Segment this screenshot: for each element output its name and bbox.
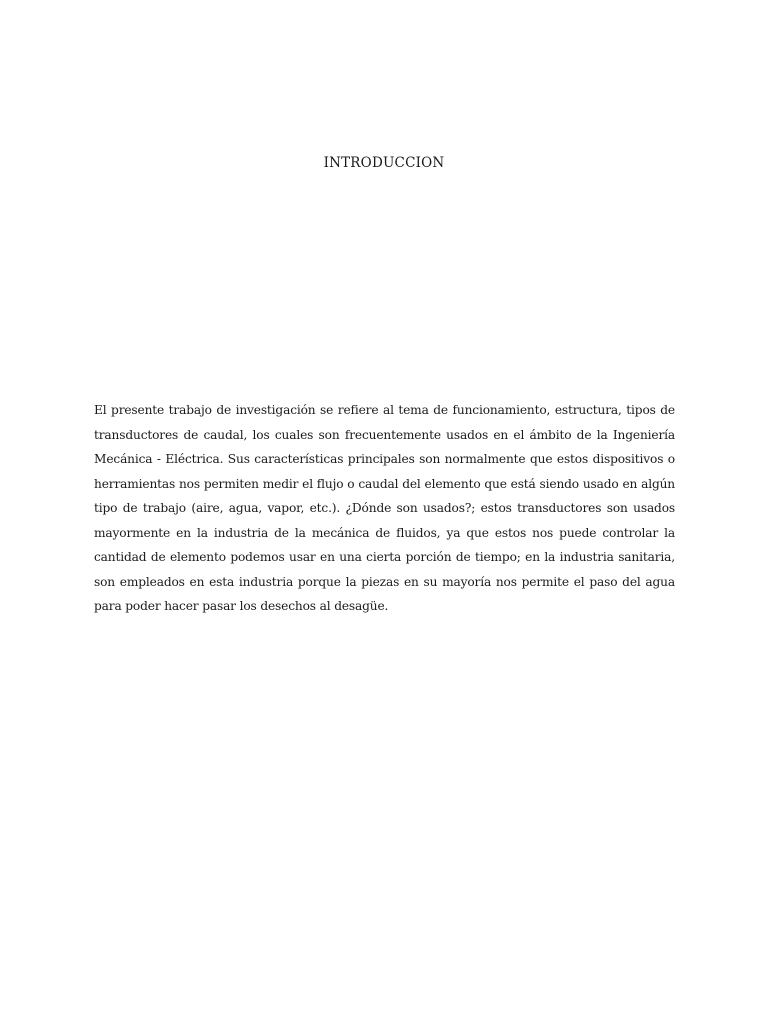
introduction-paragraph: El presente trabajo de investigación se refiere al tema de funcionamiento, estructura, tipos de transductores de caudal, los cuales son frecuentemente usados en el ámbito de la Ingeniería Mecánica - Eléctrica. Sus características principales son normalmente que estos dispositivos o herramientas nos permiten medir el flujo o caudal del elemento que está siendo usado en algún tipo de trabajo (aire, agua, vapor, etc.). ¿Dónde son usados?; estos transductores son usados mayormente en la industria de la mecánica de fluidos, ya que estos nos puede controlar la cantidad de elemento podemos usar en una cierta porción de tiempo; en la industria sanitaria, son empleados en esta industria porque la piezas en su mayoría nos permite el paso del agua para poder hacer pasar los desechos al desagüe.	[94, 403, 675, 613]
page-title: INTRODUCCION	[323, 155, 445, 171]
